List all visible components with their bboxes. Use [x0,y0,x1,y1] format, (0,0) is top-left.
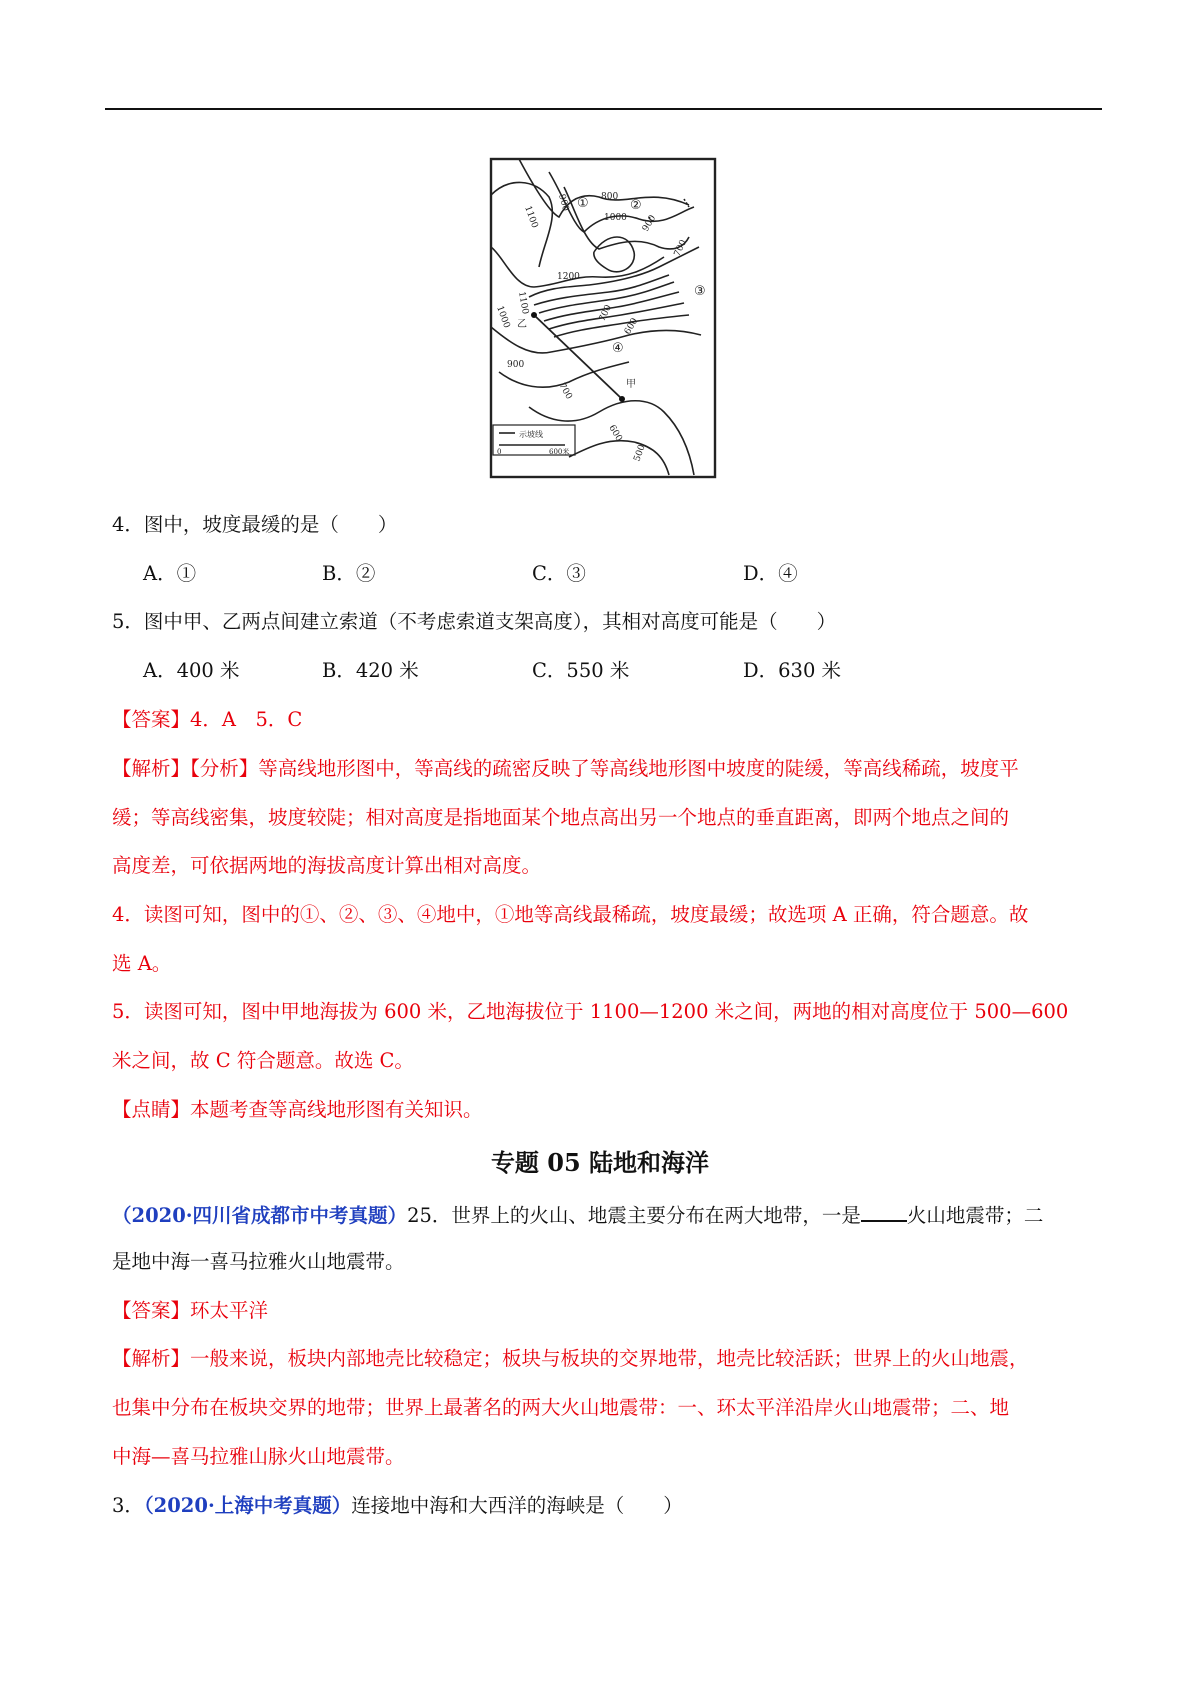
question-source: （2020·上海中考真题） [143,1494,352,1517]
analysis-line: 缓；等高线密集，坡度较陡；相对高度是指地面某个地点高出另一个地点的垂直距离，即两个地点之间的 [112,806,1010,829]
contour-map [489,157,719,480]
contour-label: 700 [597,303,614,324]
contour-label: 700 [556,381,574,402]
tip-line: 【点睛】本题考查等高线地形图有关知识。 [112,1098,483,1121]
analysis-line: 高度差，可依据两地的海拔高度计算出相对高度。 [112,854,542,877]
analysis-line: 也集中分布在板块交界的地带；世界上最著名的两大火山地震带：一、环太平洋沿岸火山地震带；二、地 [112,1396,1010,1419]
contour-label: 900 [507,360,525,370]
q4-option-a[interactable]: A．① [143,562,197,585]
question-text: 火山地震带；二 [906,1204,1044,1227]
fill-blank[interactable] [861,1200,907,1222]
contour-label: 1000 [494,304,512,330]
question-3-line [112,1493,683,1519]
point-yi-dot [531,312,537,318]
answer-block: 【答案】环太平洋 [112,1299,269,1322]
analysis-line: 【解析】一般来说，板块内部地壳比较稳定；板块与板块的交界地带，地壳比较活跃；世界上的火山地震， [112,1347,1029,1370]
contour-line [491,182,552,267]
q5-option-a[interactable]: A．400 米 [143,659,240,682]
question-number: 3． [112,1494,144,1517]
contour-label: 600 [606,423,624,444]
analysis-line: 5．读图可知，图中甲地海拔为 600 米，乙地海拔位于 1100—1200 米之间，两地的相对高度位于 500—600 [112,1000,1069,1023]
marker-1: ① [577,196,589,211]
point-yi-label: 乙 [517,319,527,330]
contour-label: 900 [556,193,571,213]
contour-label: 500 [632,443,648,464]
contour-label: 1000 [604,213,627,223]
contour-line [519,159,689,217]
q5-option-c[interactable]: C．550 米 [532,659,630,682]
contour-label: 1200 [557,272,580,282]
analysis-line: 【解析】【分析】等高线地形图中，等高线的疏密反映了等高线地形图中坡度的陡缓，等高线稀疏，坡度平 [112,757,1019,780]
question-text: 25．世界上的火山、地震主要分布在两大地带，一是 [407,1204,861,1227]
contour-line [554,315,689,337]
marker-4: ④ [612,341,624,356]
header-rule [105,108,1102,110]
contour-line [491,327,701,353]
legend-label: 示坡线 [519,430,543,439]
analysis-line: 4．读图可知，图中的①、②、③、④地中，①地等高线最稀疏，坡度最缓；故选项 A 正确，符合题意。故 [112,903,1029,926]
analysis-line: 选 A。 [112,952,172,975]
q5-option-d[interactable]: D．630 米 [743,659,842,682]
point-jia-dot [619,396,625,402]
question-25-line-1 [112,1200,1043,1229]
question-text: 连接地中海和大西洋的海峡是（ ） [351,1494,683,1517]
contour-line [594,237,634,272]
question-4-stem: 4．图中，坡度最缓的是（ ） [112,513,398,536]
contour-line [529,401,694,475]
legend-scale-end: 600米 [549,448,570,456]
question-source: （2020·四川省成都市中考真题） [112,1204,408,1227]
question-25-line-2: 是地中海一喜马拉雅火山地震带。 [112,1250,405,1273]
contour-label: 700 [672,238,689,259]
contour-line [569,441,669,475]
section-title: 专题 05 陆地和海洋 [490,1148,710,1177]
contour-label: 1100 [516,290,530,316]
point-jia-label: 甲 [626,379,636,390]
contour-label: 800 [601,192,619,202]
q4-option-b[interactable]: B．② [322,562,376,585]
answer-block: 【答案】4．A 5．C [112,708,303,731]
q4-option-d[interactable]: D．④ [743,562,798,585]
analysis-line: 米之间，故 C 符合题意。故选 C。 [112,1049,414,1072]
question-5-stem: 5．图中甲、乙两点间建立索道（不考虑索道支架高度），其相对高度可能是（ ） [112,610,837,633]
q4-option-c[interactable]: C．③ [532,562,586,585]
legend-scale-start: 0 [497,448,502,456]
q5-option-b[interactable]: B．420 米 [322,659,419,682]
analysis-line: 中海—喜马拉雅山脉火山地震带。 [112,1445,405,1468]
contour-label: 900 [640,213,659,234]
marker-2: ② [630,198,642,213]
contour-label: 1100 [522,204,540,230]
contour-label: 600 [622,316,641,337]
marker-3: ③ [694,284,706,299]
